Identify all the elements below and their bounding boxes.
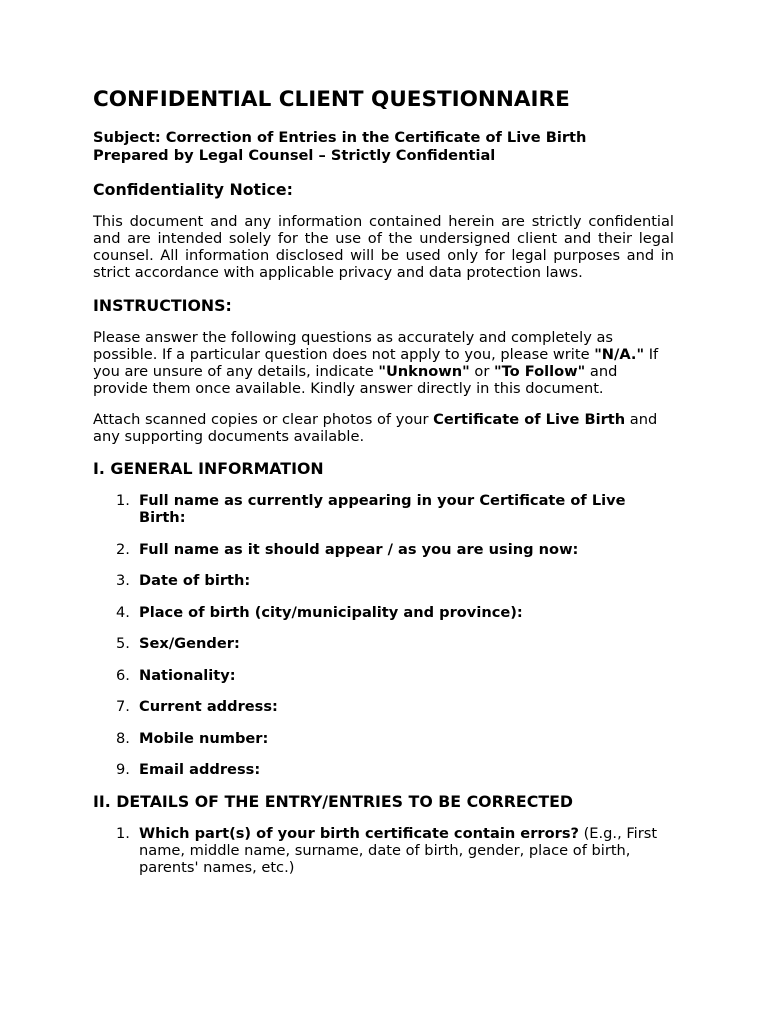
confidentiality-notice-heading: Confidentiality Notice: bbox=[93, 180, 293, 199]
general-information-list bbox=[93, 492, 674, 778]
to-follow-emphasis: "To Follow" bbox=[494, 363, 586, 380]
item-number: 9. bbox=[116, 761, 130, 778]
instructions-text: Please answer the following questions as accurately and completely as possible. If a particular question does not apply to you, please write bbox=[93, 329, 614, 363]
instructions-text: Attach scanned copies or clear photos of your bbox=[93, 411, 434, 428]
question-label: Place of birth (city/municipality and province): bbox=[139, 603, 523, 621]
question-label: Full name as currently appearing in your Certificate of Live Birth: bbox=[139, 492, 626, 526]
item-number: 7. bbox=[116, 698, 130, 715]
confidentiality-notice-text: This document and any information contained herein are strictly confidential and are intended solely for the use of the undersigned client and their legal counsel. All information disclosed will be used only for legal purposes and in strict accordance with applicable privacy and data protection laws. bbox=[93, 213, 674, 281]
subject-block bbox=[93, 129, 674, 164]
list-item bbox=[93, 604, 674, 621]
list-item bbox=[93, 761, 674, 778]
question-label: Full name as it should appear / as you are using now: bbox=[139, 540, 579, 558]
item-number: 3. bbox=[116, 572, 130, 589]
question-note: (E.g., First name, middle name, surname, date of birth, gender, place of birth, parents' names, etc.) bbox=[139, 825, 658, 876]
list-item bbox=[93, 667, 674, 684]
question-label: Email address: bbox=[139, 761, 261, 778]
question-label: Sex/Gender: bbox=[139, 635, 240, 652]
list-item bbox=[93, 635, 674, 652]
document-title: CONFIDENTIAL CLIENT QUESTIONNAIRE bbox=[93, 87, 570, 112]
question-label: Nationality: bbox=[139, 666, 236, 684]
na-emphasis: "N/A." bbox=[594, 346, 645, 363]
instructions-paragraph-2 bbox=[93, 411, 674, 445]
question-label: Date of birth: bbox=[139, 572, 251, 589]
item-number: 1. bbox=[116, 492, 130, 509]
unknown-emphasis: "Unknown" bbox=[378, 363, 470, 380]
question-label: Which part(s) of your birth certificate contain errors? bbox=[139, 825, 579, 842]
item-number: 2. bbox=[116, 540, 130, 558]
item-number: 5. bbox=[116, 635, 130, 652]
list-item bbox=[93, 541, 674, 558]
item-number: 1. bbox=[116, 825, 130, 842]
list-item bbox=[93, 730, 674, 747]
instructions-text: or bbox=[469, 363, 495, 380]
instructions-text: and any supporting documents available. bbox=[93, 411, 658, 445]
certificate-emphasis: Certificate of Live Birth bbox=[433, 411, 626, 428]
entries-to-correct-list bbox=[93, 825, 674, 876]
list-item bbox=[93, 572, 674, 589]
instructions-heading: INSTRUCTIONS: bbox=[93, 296, 232, 315]
list-item bbox=[93, 698, 674, 715]
item-number: 4. bbox=[116, 603, 130, 621]
item-number: 6. bbox=[116, 666, 130, 684]
section-2-heading: II. DETAILS OF THE ENTRY/ENTRIES TO BE CORRECTED bbox=[93, 792, 573, 811]
section-1-heading: I. GENERAL INFORMATION bbox=[93, 459, 324, 478]
list-item bbox=[93, 825, 674, 876]
instructions-paragraph-1 bbox=[93, 329, 674, 397]
instructions-text: and provide them once available. Kindly answer directly in this document. bbox=[93, 363, 618, 397]
instructions-text: If you are unsure of any details, indicate bbox=[93, 346, 659, 380]
question-label: Mobile number: bbox=[139, 729, 269, 747]
prepared-by-line: Prepared by Legal Counsel – Strictly Confidential bbox=[93, 146, 496, 164]
subject-line: Subject: Correction of Entries in the Certificate of Live Birth bbox=[93, 129, 587, 146]
list-item bbox=[93, 492, 674, 526]
question-label: Current address: bbox=[139, 698, 278, 715]
item-number: 8. bbox=[116, 729, 130, 747]
